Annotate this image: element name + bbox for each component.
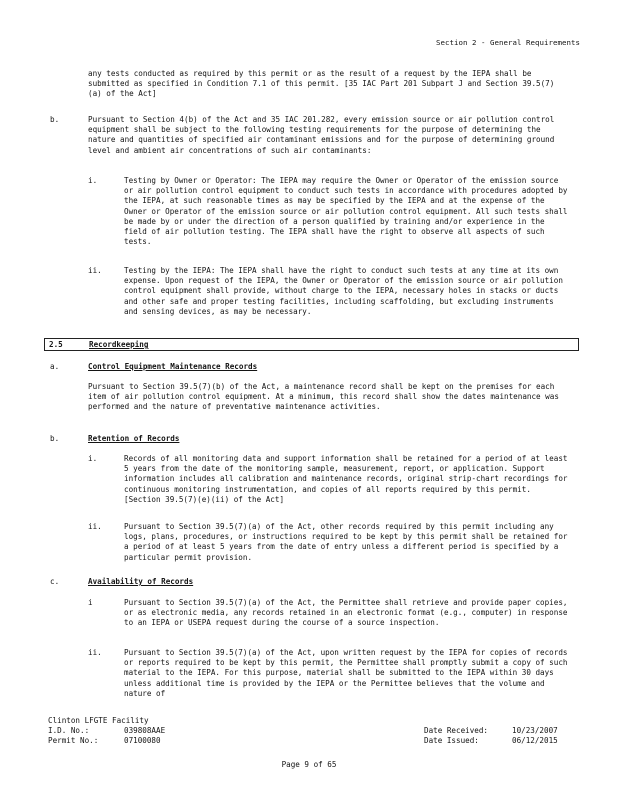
item-b-label: b. xyxy=(50,115,60,124)
item-c-heading: Availability of Records xyxy=(88,577,194,586)
received-value: 10/23/2007 xyxy=(512,726,558,735)
item-b2-ii-text: Pursuant to Section 39.5(7)(a) of the Act, other records required by this permit including any logs, plans, procedures, or instructions required to be kept by this permit shall be retained for a period of at least 5 years from the date of entry unless a different period is specified by a particular permit provision. xyxy=(124,522,568,562)
item-c-ii-text: Pursuant to Section 39.5(7)(a) of the Act, upon written request by the IEPA for copies of records or reports required to be kept by this permit, the Permittee shall promptly submit a copy of such material to the IEPA. For this purpose, material shall be submitted to the IEPA within 30 days unless additional time is provided by the IEPA or the Permittee believes that the volume and nature of xyxy=(124,648,568,698)
issued-value: 06/12/2015 xyxy=(512,736,558,746)
item-a-text: Pursuant to Section 39.5(7)(b) of the Act, a maintenance record shall be kept on the premises for each item of air pollution control equipment. At a minimum, this record shall show the dates maintenance was performed and the nature of preventative maintenance activities. xyxy=(88,382,559,412)
item-b2-i-label: i. xyxy=(88,454,98,463)
item-b-i-text: Testing by Owner or Operator: The IEPA may require the Owner or Operator of the emission source or air pollution control equipment to conduct such tests in accordance with procedures adopted by the IEPA, at such reasonable times as may be specified by the IEPA and at the expense of the Owner or Operator of the emission source or air pollution control equipment. All such tests shall be made by or under the direction of a person qualified by training and/or experience in the field of air pollution testing. The IEPA shall have the right to observe all aspects of such tests. xyxy=(124,176,568,247)
id-label: I.D. No.: xyxy=(48,726,90,736)
item-c-label: c. xyxy=(50,577,60,586)
issued-row xyxy=(424,736,558,746)
item-b-text: Pursuant to Section 4(b) of the Act and 35 IAC 201.282, every emission source or air pollution control equipment shall be subject to the following testing requirements for the purpose of determining the nature and quantities of specified air contaminant emissions and for the purpose of determining ground level and ambient air concentrations of such air contaminants: xyxy=(88,115,555,155)
recordkeeping-section-box xyxy=(44,338,579,351)
section-title: Recordkeeping xyxy=(89,340,149,349)
item-b-i-label: i. xyxy=(88,176,98,185)
facility-name: Clinton LFGTE Facility xyxy=(48,716,149,725)
item-c-ii-label: ii. xyxy=(88,648,102,657)
item-b2-heading: Retention of Records xyxy=(88,434,180,443)
page-number: Page 9 of 65 xyxy=(281,760,337,769)
received-label: Date Received: xyxy=(424,726,489,735)
item-a-label: a. xyxy=(50,362,60,371)
id-value: 039808AAE xyxy=(124,726,166,736)
item-b2-i-text: Records of all monitoring data and support information shall be retained for a period of at least 5 years from the date of the monitoring sample, measurement, report, or application. Support information includes all calibration and maintenance records, original strip-chart recordings for continuous monitoring instrumentation, and copies of all reports required by this permit. [Section 39.5(7)(e)(ii) of the Act] xyxy=(124,454,568,504)
item-b2-label: b. xyxy=(50,434,60,443)
item-b-ii-text: Testing by the IEPA: The IEPA shall have the right to conduct such tests at any time at its own expense. Upon request of the IEPA, the Owner or Operator of the emission source or air pollution control equipment shall provide, without charge to the IEPA, necessary holes in stacks or ducts and other safe and proper testing facilities, including scaffolding, but excluding instruments and sensing devices, as may be necessary. xyxy=(124,266,563,316)
item-c-i-text: Pursuant to Section 39.5(7)(a) of the Act, the Permittee shall retrieve and provide paper copies, or as electronic media, any records retained in an electronic format (e.g., computer) in response to an IEPA or USEPA request during the course of a source inspection. xyxy=(124,598,568,628)
permit-row xyxy=(48,736,165,746)
footer-facility-block xyxy=(48,716,165,747)
intro-paragraph: any tests conducted as required by this permit or as the result of a request by the IEPA shall be submitted as specified in Condition 7.1 of this permit. [35 IAC Part 201 Subpart J and Section 39.5(7)(a) of the Act] xyxy=(88,69,555,99)
id-row xyxy=(48,726,165,736)
footer-dates-block xyxy=(424,726,558,746)
received-row xyxy=(424,726,558,736)
item-b2-ii-label: ii. xyxy=(88,522,102,531)
permit-value: 07100080 xyxy=(124,736,161,746)
section-number: 2.5 xyxy=(49,340,63,349)
page-header: Section 2 - General Requirements xyxy=(436,38,580,47)
item-b-ii-label: ii. xyxy=(88,266,102,275)
item-a-heading: Control Equipment Maintenance Records xyxy=(88,362,258,371)
issued-label: Date Issued: xyxy=(424,736,479,746)
permit-label: Permit No.: xyxy=(48,736,99,746)
item-c-i-label: i xyxy=(88,598,93,607)
